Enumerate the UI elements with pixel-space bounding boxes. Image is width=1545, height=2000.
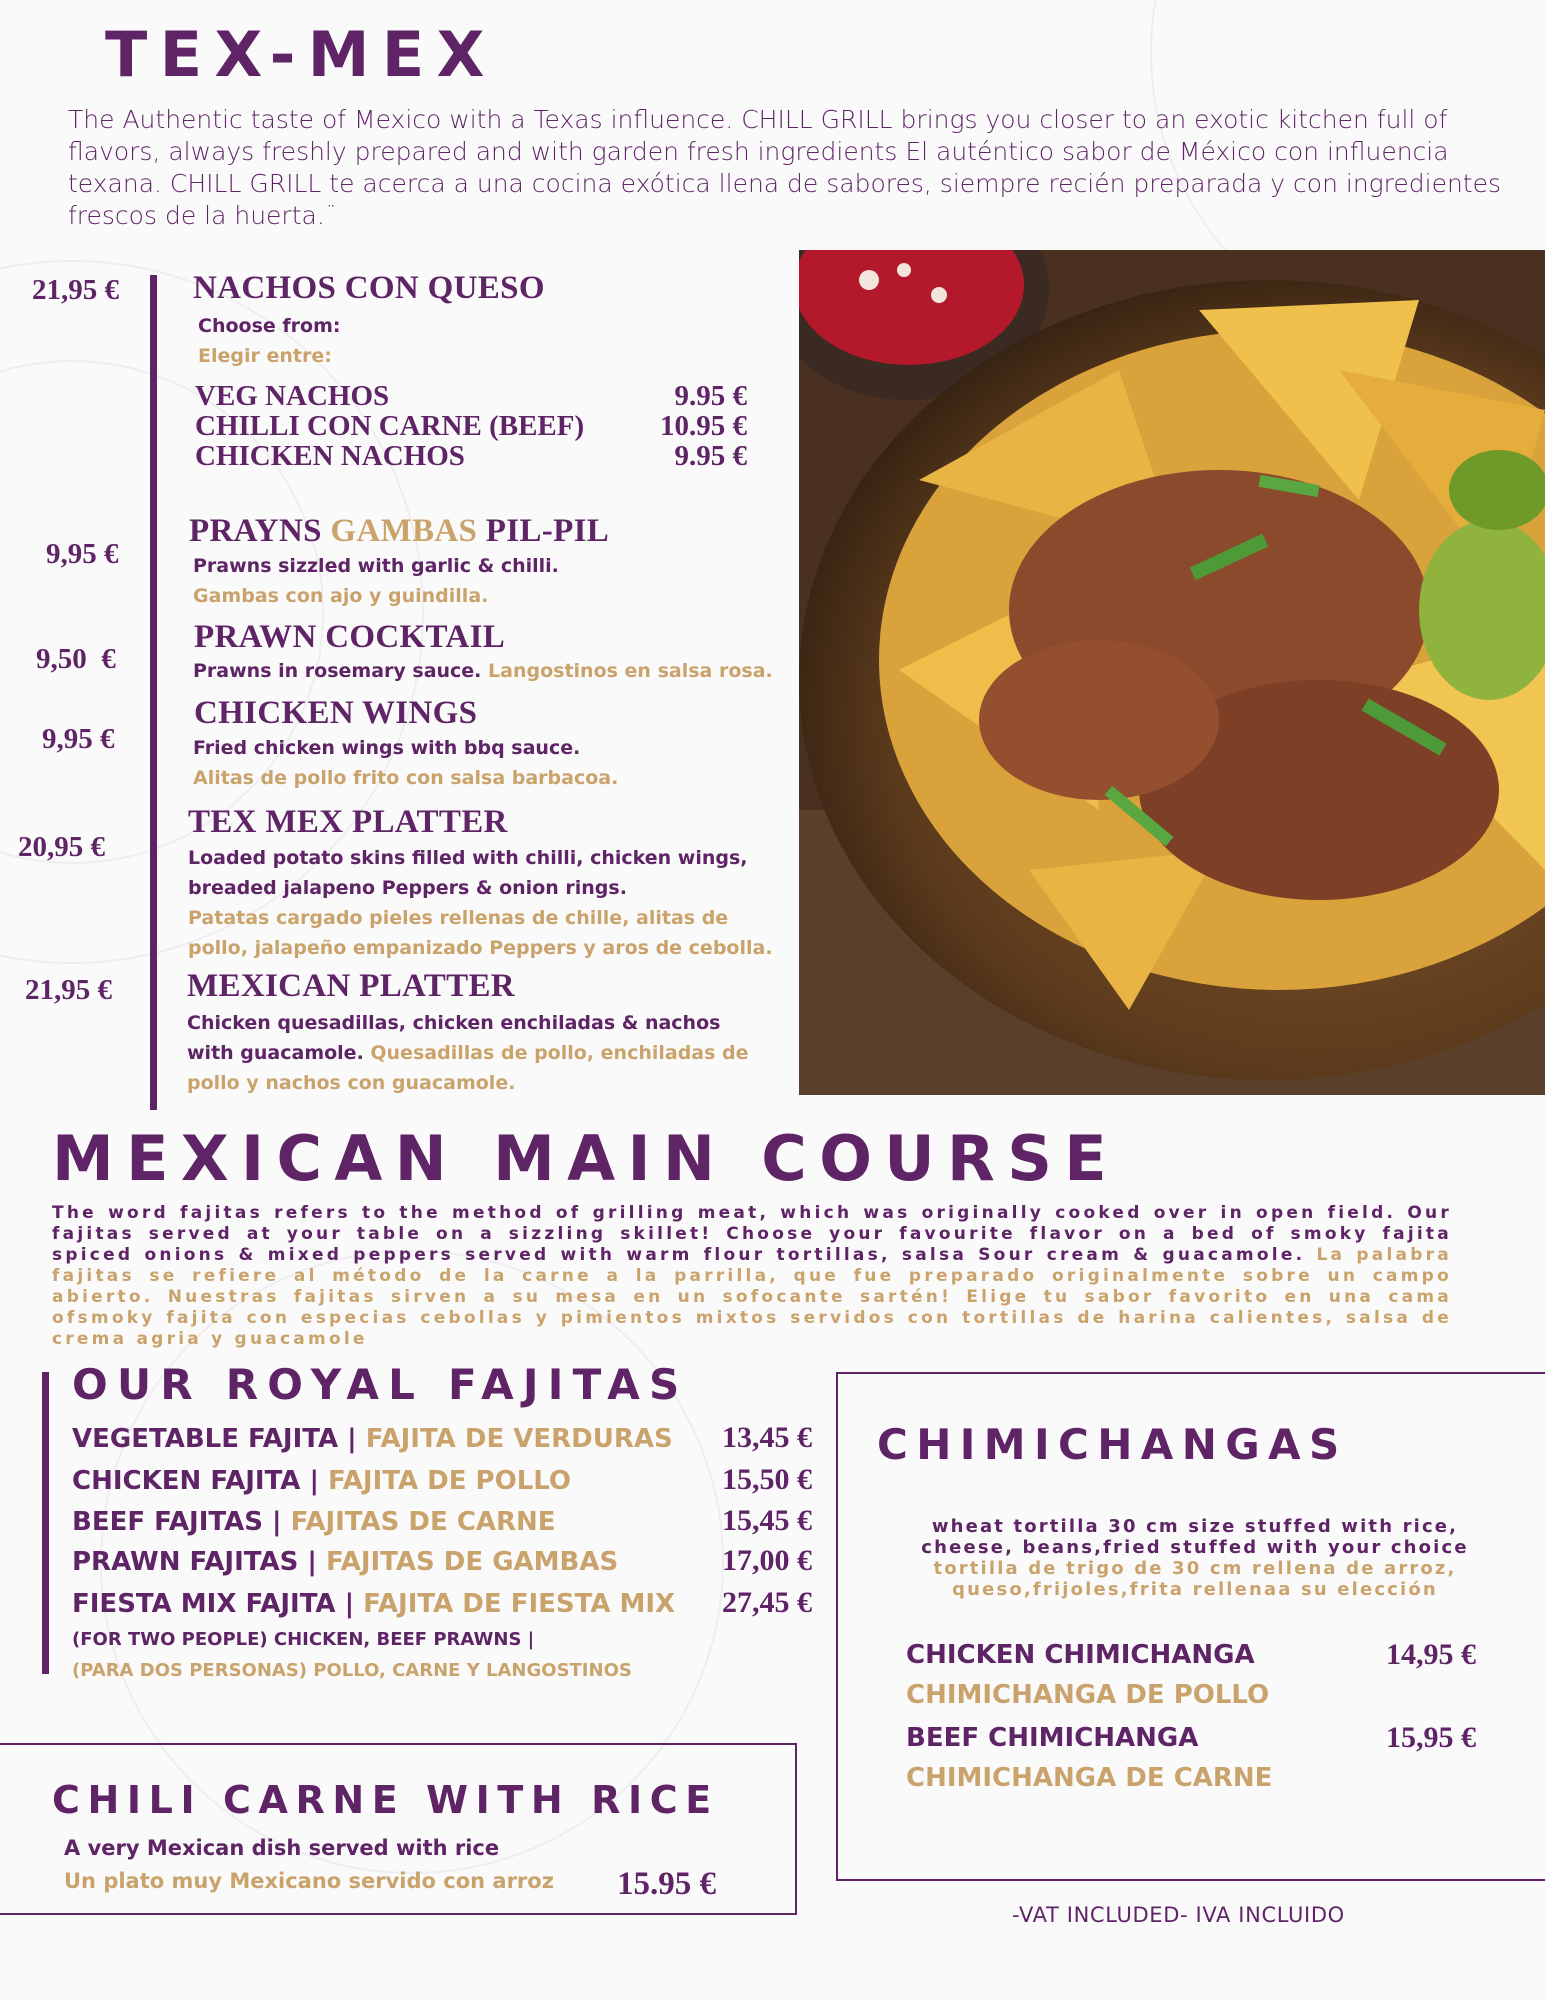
section-title-tex-mex: TEX-MEX: [105, 18, 497, 91]
mexican-platter-title: MEXICAN PLATTER: [187, 968, 515, 1004]
chimichangas-desc-es: tortilla de trigo de 30 cm rellena de arroz, queso,frijoles,frita rellenaa su elección: [933, 1558, 1457, 1600]
wings-desc-en: Fried chicken wings with bbq sauce.: [193, 737, 581, 759]
cocktail-title: PRAWN COCKTAIL: [194, 619, 506, 655]
cocktail-desc-es: Langostinos en salsa rosa.: [488, 660, 773, 682]
nachos-option-price: 9.95 €: [674, 440, 747, 472]
fajita-price: 27,45 €: [722, 1586, 812, 1619]
fajita-item-fiesta-mix: [72, 1586, 812, 1619]
chili-carne-desc-en: A very Mexican dish served with rice: [64, 1836, 500, 1860]
intro-text: The Authentic taste of Mexico with a Texas influence. CHILL GRILL brings you closer to an exotic kitchen full of flavors, always freshly prepared and with garden fresh ingredients El auténtico sabor de México con influencia texana. CHILL GRILL te acerca a una cocina exótica llena de sabores, siempre recién preparada y con ingredientes frescos de la huerta.¨: [68, 105, 1502, 230]
fajita-note-en: (FOR TWO PEOPLE) CHICKEN, BEEF PRAWNS |: [72, 1629, 535, 1650]
cocktail-desc: [193, 656, 773, 686]
fajita-name-en: CHICKEN FAJITA |: [72, 1466, 329, 1496]
chili-carne-desc-es: Un plato muy Mexicano servido con arroz: [64, 1869, 554, 1893]
texmex-platter-title: TEX MEX PLATTER: [188, 804, 508, 840]
cocktail-desc-en: Prawns in rosemary sauce.: [193, 660, 489, 682]
nachos-title: NACHOS CON QUESO: [193, 270, 545, 306]
starters-divider-bar: [150, 275, 157, 1110]
fajita-note-es: (PARA DOS PERSONAS) POLLO, CARNE Y LANGOSTINOS: [72, 1660, 632, 1681]
fajita-price: 17,00 €: [722, 1544, 812, 1577]
fajita-name-es: FAJITA DE FIESTA MIX: [363, 1589, 676, 1619]
fajitas-divider-bar: [42, 1372, 49, 1674]
main-course-desc-es: La palabra fajitas se refiere al método de la carne a la parrilla, que fue preparado originalmente sobre un campo abierto. Nuestras fajitas sirven a su mesa en un sofocante sartén! Elige tu sabor favorito en una cama ofsmoky fajita con especias cebollas y pimientos mixtos servidos con tortillas de harina calientes, salsa de crema agria y guacamole: [52, 1245, 1452, 1349]
fajita-price: 13,45 €: [722, 1421, 812, 1454]
nachos-option-chicken: [195, 441, 747, 471]
wings-desc-es: Alitas de pollo frito con salsa barbacoa.: [193, 767, 619, 789]
nachos-choose-es: Elegir entre:: [198, 345, 332, 367]
fajita-name-en: VEGETABLE FAJITA |: [72, 1424, 366, 1454]
main-course-description: [52, 1203, 1462, 1350]
chimichangas-title: CHIMICHANGAS: [877, 1420, 1348, 1469]
mexican-platter-desc-en-1: Chicken quesadillas, chicken enchiladas & nachos: [187, 1012, 721, 1034]
wings-title: CHICKEN WINGS: [194, 695, 478, 731]
fajita-name-es: FAJITAS DE GAMBAS: [325, 1547, 619, 1577]
prawns-title-es: GAMBAS: [330, 513, 478, 549]
nachos-option-name: CHILLI CON CARNE (BEEF): [195, 410, 585, 442]
prawns-title-suffix: PIL-PIL: [477, 513, 610, 549]
texmex-platter-desc-en-1: Loaded potato skins filled with chilli, chicken wings,: [188, 847, 748, 869]
texmex-platter-desc-es-2: pollo, jalapeño empanizado Peppers y aros de cebolla.: [188, 937, 773, 959]
prawns-title-en: PRAYNS: [189, 513, 331, 549]
fajita-item-prawn: [72, 1544, 812, 1577]
nachos-option-chilli: [195, 411, 747, 441]
chimichanga-name-es: CHIMICHANGA DE POLLO: [906, 1680, 1270, 1710]
prawns-desc-en: Prawns sizzled with garlic & chilli.: [193, 555, 559, 577]
prawns-desc-es: Gambas con ajo y guindilla.: [193, 585, 489, 607]
nachos-price: 21,95 €: [32, 274, 119, 306]
chimichanga-price: 15,95 €: [1386, 1721, 1476, 1754]
mexican-platter-desc-line-2: [187, 1038, 749, 1068]
fajita-item-chicken: [72, 1463, 812, 1496]
fajita-item-beef: [72, 1504, 812, 1537]
chimichanga-price: 14,95 €: [1386, 1638, 1476, 1671]
nachos-option-veg: [195, 381, 747, 411]
chili-carne-price: 15.95 €: [617, 1866, 716, 1902]
texmex-platter-price: 20,95 €: [18, 831, 105, 863]
cocktail-price: 9,50 €: [36, 643, 116, 675]
chimichanga-item-beef: [906, 1723, 1476, 1793]
vat-note: -VAT INCLUDED- IVA INCLUIDO: [1012, 1903, 1345, 1927]
prawns-price: 9,95 €: [46, 538, 119, 570]
chili-carne-title: CHILI CARNE WITH RICE: [52, 1778, 719, 1822]
fajita-item-vegetable: [72, 1421, 812, 1454]
chimichanga-item-chicken: [906, 1640, 1476, 1710]
fajita-name-en: FIESTA MIX FAJITA |: [72, 1589, 364, 1619]
nachos-food-photo: [799, 250, 1545, 1095]
prawns-title: [189, 513, 609, 550]
fajita-name-es: FAJITAS DE CARNE: [290, 1507, 556, 1537]
nachos-choose-en: Choose from:: [198, 315, 341, 337]
mexican-platter-desc-en-2: with guacamole.: [187, 1042, 371, 1064]
nachos-option-price: 9.95 €: [674, 380, 747, 412]
texmex-platter-desc-en-2: breaded jalapeno Peppers & onion rings.: [188, 877, 627, 899]
nachos-option-name: VEG NACHOS: [195, 380, 390, 412]
fajita-price: 15,45 €: [722, 1504, 812, 1537]
fajita-name-es: FAJITA DE VERDURAS: [365, 1424, 673, 1454]
fajita-name-en: PRAWN FAJITAS |: [72, 1547, 326, 1577]
mexican-platter-desc-es-1: Quesadillas de pollo, enchiladas de: [370, 1042, 749, 1064]
mexican-platter-desc-es-2: pollo y nachos con guacamole.: [187, 1072, 516, 1094]
nachos-option-price: 10.95 €: [660, 410, 747, 442]
main-course-desc-en: The word fajitas refers to the method of grilling meat, which was originally cooked over in open field. Our fajitas served at your table on a sizzling skillet! Choose your favourite flavor on a bed of smoky fajita spiced onions & mixed peppers served with warm flour tortillas, salsa Sour cream & guacamole.: [52, 1203, 1462, 1265]
texmex-platter-desc-es-1: Patatas cargado pieles rellenas de chille, alitas de: [188, 907, 729, 929]
chimichanga-name-en: CHICKEN CHIMICHANGA: [906, 1640, 1255, 1670]
nachos-option-name: CHICKEN NACHOS: [195, 440, 465, 472]
fajita-price: 15,50 €: [722, 1463, 812, 1496]
chimichanga-name-es: CHIMICHANGA DE CARNE: [906, 1763, 1273, 1793]
nachos-plate-illustration: [799, 250, 1545, 1095]
section-title-main-course: MEXICAN MAIN COURSE: [52, 1122, 1119, 1195]
fajitas-title: OUR ROYAL FAJITAS: [72, 1360, 689, 1409]
wings-price: 9,95 €: [42, 723, 115, 755]
chimichangas-desc: [905, 1516, 1485, 1600]
fajita-name-en: BEEF FAJITAS |: [72, 1507, 291, 1537]
mexican-platter-price: 21,95 €: [25, 974, 112, 1006]
fajita-name-es: FAJITA DE POLLO: [328, 1466, 572, 1496]
chimichangas-desc-en: wheat tortilla 30 cm size stuffed with rice, cheese, beans,fried stuffed with your choice: [921, 1516, 1469, 1558]
chimichanga-name-en: BEEF CHIMICHANGA: [906, 1723, 1199, 1753]
